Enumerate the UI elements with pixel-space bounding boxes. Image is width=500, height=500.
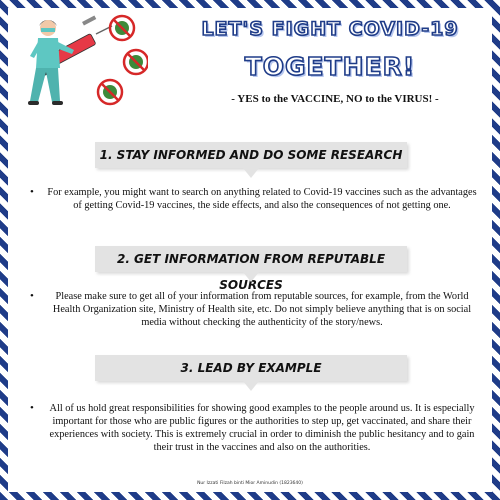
section-2-text: Please make sure to get all of your information from reputable sources, for example, from the World Health Organization site, Ministry of Health site, etc. Do not simply believe anything that is on social media without checking the authenticity of the story/news. <box>52 291 472 328</box>
virus-prohibited-icon <box>110 16 134 40</box>
nurse-with-syringe-icon <box>8 6 148 116</box>
virus-prohibited-icon <box>124 50 148 74</box>
author-credit: Nur Izzati Filzah binti Mior Aminudin (1823640) <box>197 481 303 486</box>
section-1-heading: 1. STAY INFORMED AND DO SOME RESEARCH <box>99 148 403 162</box>
section-2-paragraph <box>30 290 480 329</box>
section-1-paragraph <box>30 186 480 212</box>
section-1-text: For example, you might want to search on anything related to Covid-19 vaccines such as the advantages of getting Covid-19 vaccines, the side effects, and also the consequences of not getting one. <box>47 187 477 211</box>
section-1-banner <box>95 142 407 168</box>
bullet: • <box>30 290 34 302</box>
bullet: • <box>30 186 34 198</box>
banner-notch <box>243 381 259 391</box>
poster-title-line1: LET'S FIGHT COVID-19 <box>201 18 459 40</box>
banner-notch <box>243 168 259 178</box>
section-3-banner <box>95 355 407 381</box>
virus-prohibited-icon <box>98 80 122 104</box>
poster-title-line2: TOGETHER! <box>244 52 416 81</box>
nurse-figure <box>28 20 74 105</box>
section-3-paragraph <box>30 402 480 454</box>
section-2-heading: 2. GET INFORMATION FROM REPUTABLE SOURCES <box>116 252 386 292</box>
banner-notch <box>243 272 259 282</box>
poster-tagline: - YES to the VACCINE, NO to the VIRUS! - <box>231 93 439 105</box>
section-3-text: All of us hold great responsibilities for showing good examples to the people around us. It is especially important for those who are public figures or the authorities to step up, get vaccinated, and share their experiences with society. This is extremely crucial in order to diminish the public hesitancy and to gain their trust in the vaccines and also on the authorities. <box>49 403 475 453</box>
section-3-heading: 3. LEAD BY EXAMPLE <box>180 361 322 375</box>
bullet: • <box>30 402 34 414</box>
section-2-banner <box>95 246 407 292</box>
